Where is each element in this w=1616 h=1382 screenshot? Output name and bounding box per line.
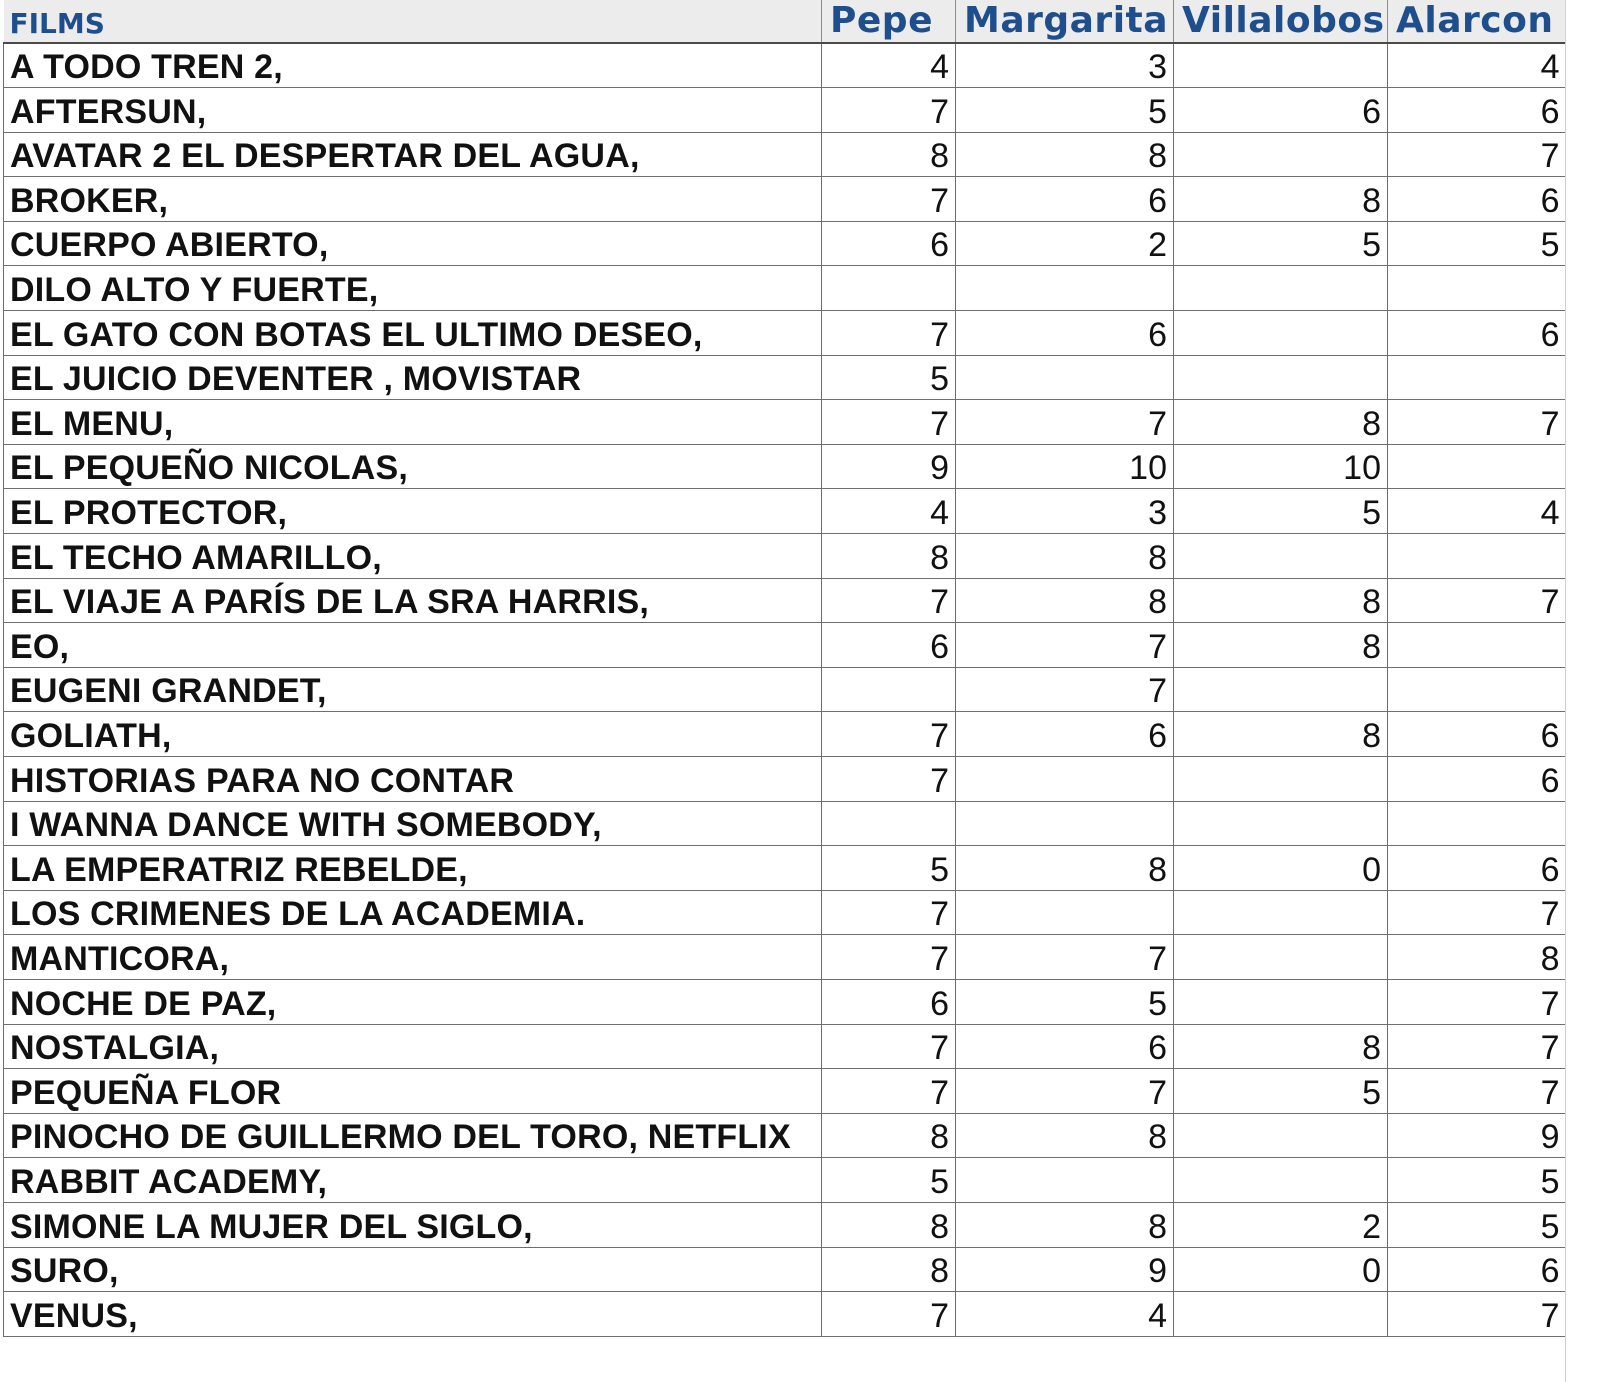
table-row (4, 177, 1566, 222)
film-title-cell[interactable]: LA EMPERATRIZ REBELDE, (4, 846, 822, 891)
film-title-cell[interactable]: I WANNA DANCE WITH SOMEBODY, (4, 801, 822, 846)
score-cell-villalobos[interactable] (1174, 311, 1388, 356)
score-cell-alarcon[interactable]: 7 (1388, 1292, 1566, 1337)
table-row (4, 88, 1566, 133)
score-cell-pepe[interactable]: 5 (822, 355, 956, 400)
score-cell-villalobos[interactable] (1174, 355, 1388, 400)
score-cell-villalobos[interactable]: 8 (1174, 578, 1388, 623)
score-cell-alarcon[interactable]: 6 (1388, 712, 1566, 757)
table-row (4, 979, 1566, 1024)
film-title-cell[interactable]: EL PROTECTOR, (4, 489, 822, 534)
score-cell-margarita[interactable] (956, 355, 1174, 400)
table-row (4, 400, 1566, 445)
score-cell-pepe[interactable]: 6 (822, 221, 956, 266)
score-cell-margarita[interactable]: 5 (956, 88, 1174, 133)
score-cell-pepe[interactable]: 8 (822, 1202, 956, 1247)
film-title-cell[interactable]: AFTERSUN, (4, 88, 822, 133)
film-title-cell[interactable]: BROKER, (4, 177, 822, 222)
score-cell-pepe[interactable]: 6 (822, 979, 956, 1024)
table-body (4, 43, 1566, 1336)
score-cell-pepe[interactable] (822, 801, 956, 846)
score-cell-villalobos[interactable]: 10 (1174, 444, 1388, 489)
score-cell-alarcon[interactable] (1388, 355, 1566, 400)
score-cell-villalobos[interactable]: 5 (1174, 1069, 1388, 1114)
score-cell-villalobos[interactable] (1174, 534, 1388, 579)
header-row (4, 0, 1566, 43)
score-cell-alarcon[interactable] (1388, 444, 1566, 489)
score-cell-alarcon[interactable]: 7 (1388, 1024, 1566, 1069)
score-cell-margarita[interactable] (956, 890, 1174, 935)
score-cell-pepe[interactable]: 9 (822, 444, 956, 489)
ratings-spreadsheet (3, 0, 1565, 1337)
score-cell-alarcon[interactable]: 5 (1388, 1158, 1566, 1203)
film-title-cell[interactable]: EUGENI GRANDET, (4, 667, 822, 712)
film-title-cell[interactable]: NOSTALGIA, (4, 1024, 822, 1069)
score-cell-villalobos[interactable]: 6 (1174, 88, 1388, 133)
table-row (4, 890, 1566, 935)
score-cell-pepe[interactable] (822, 266, 956, 311)
score-cell-villalobos[interactable]: 2 (1174, 1202, 1388, 1247)
score-cell-margarita[interactable] (956, 757, 1174, 802)
score-cell-alarcon[interactable]: 7 (1388, 132, 1566, 177)
score-cell-pepe[interactable] (822, 667, 956, 712)
table-row (4, 1113, 1566, 1158)
film-title-cell[interactable]: EL TECHO AMARILLO, (4, 534, 822, 579)
score-cell-alarcon[interactable]: 5 (1388, 221, 1566, 266)
score-cell-villalobos[interactable] (1174, 43, 1388, 88)
score-cell-alarcon[interactable]: 7 (1388, 578, 1566, 623)
score-cell-alarcon[interactable]: 6 (1388, 846, 1566, 891)
score-cell-margarita[interactable]: 7 (956, 623, 1174, 668)
table-row (4, 444, 1566, 489)
score-cell-alarcon[interactable] (1388, 534, 1566, 579)
score-cell-pepe[interactable]: 8 (822, 132, 956, 177)
score-cell-alarcon[interactable]: 7 (1388, 400, 1566, 445)
column-header-alarcon[interactable]: Alarcon (1388, 0, 1566, 43)
score-cell-alarcon[interactable] (1388, 667, 1566, 712)
film-title-cell[interactable]: EL JUICIO DEVENTER , MOVISTAR (4, 355, 822, 400)
score-cell-margarita[interactable]: 8 (956, 846, 1174, 891)
score-cell-margarita[interactable]: 8 (956, 132, 1174, 177)
score-cell-margarita[interactable]: 8 (956, 534, 1174, 579)
score-cell-margarita[interactable] (956, 266, 1174, 311)
score-cell-margarita[interactable]: 7 (956, 400, 1174, 445)
score-cell-villalobos[interactable] (1174, 1292, 1388, 1337)
ratings-table (3, 0, 1566, 1337)
column-header-villalobos[interactable]: Villalobos (1174, 0, 1388, 43)
table-row (4, 1202, 1566, 1247)
score-cell-margarita[interactable]: 6 (956, 712, 1174, 757)
score-cell-pepe[interactable]: 7 (822, 88, 956, 133)
score-cell-pepe[interactable]: 4 (822, 489, 956, 534)
score-cell-alarcon[interactable]: 6 (1388, 1247, 1566, 1292)
score-cell-margarita[interactable] (956, 801, 1174, 846)
table-row (4, 935, 1566, 980)
table-row (4, 1069, 1566, 1114)
film-title-cell[interactable]: A TODO TREN 2, (4, 43, 822, 88)
score-cell-alarcon[interactable]: 7 (1388, 890, 1566, 935)
sheet-right-border (1565, 0, 1566, 1382)
film-title-cell[interactable]: PEQUEÑA FLOR (4, 1069, 822, 1114)
score-cell-pepe[interactable]: 8 (822, 534, 956, 579)
table-row (4, 43, 1566, 88)
film-title-cell[interactable]: EL PEQUEÑO NICOLAS, (4, 444, 822, 489)
score-cell-villalobos[interactable] (1174, 890, 1388, 935)
score-cell-alarcon[interactable]: 7 (1388, 1069, 1566, 1114)
score-cell-pepe[interactable]: 7 (822, 757, 956, 802)
film-title-cell[interactable]: MANTICORA, (4, 935, 822, 980)
score-cell-pepe[interactable]: 8 (822, 1247, 956, 1292)
film-title-cell[interactable]: PINOCHO DE GUILLERMO DEL TORO, NETFLIX (4, 1113, 822, 1158)
score-cell-margarita[interactable]: 8 (956, 578, 1174, 623)
score-cell-margarita[interactable]: 6 (956, 1024, 1174, 1069)
film-title-cell[interactable]: SIMONE LA MUJER DEL SIGLO, (4, 1202, 822, 1247)
table-row (4, 311, 1566, 356)
score-cell-margarita[interactable]: 3 (956, 43, 1174, 88)
score-cell-villalobos[interactable] (1174, 935, 1388, 980)
score-cell-margarita[interactable]: 8 (956, 1202, 1174, 1247)
table-row (4, 489, 1566, 534)
table-row (4, 578, 1566, 623)
score-cell-pepe[interactable]: 7 (822, 712, 956, 757)
score-cell-margarita[interactable]: 10 (956, 444, 1174, 489)
score-cell-pepe[interactable]: 4 (822, 43, 956, 88)
score-cell-pepe[interactable]: 5 (822, 1158, 956, 1203)
table-row (4, 623, 1566, 668)
score-cell-pepe[interactable]: 8 (822, 1113, 956, 1158)
column-header-pepe[interactable]: Pepe (822, 0, 956, 43)
film-title-cell[interactable]: GOLIATH, (4, 712, 822, 757)
score-cell-margarita[interactable]: 5 (956, 979, 1174, 1024)
score-cell-villalobos[interactable]: 8 (1174, 623, 1388, 668)
score-cell-margarita[interactable]: 9 (956, 1247, 1174, 1292)
score-cell-alarcon[interactable] (1388, 801, 1566, 846)
score-cell-margarita[interactable]: 7 (956, 935, 1174, 980)
score-cell-pepe[interactable]: 7 (822, 578, 956, 623)
score-cell-villalobos[interactable]: 8 (1174, 712, 1388, 757)
score-cell-margarita[interactable] (956, 1158, 1174, 1203)
score-cell-villalobos[interactable]: 5 (1174, 221, 1388, 266)
film-title-cell[interactable]: EO, (4, 623, 822, 668)
score-cell-alarcon[interactable]: 4 (1388, 489, 1566, 534)
score-cell-villalobos[interactable]: 8 (1174, 400, 1388, 445)
score-cell-villalobos[interactable] (1174, 979, 1388, 1024)
score-cell-pepe[interactable]: 6 (822, 623, 956, 668)
table-row (4, 1158, 1566, 1203)
film-title-cell[interactable]: AVATAR 2 EL DESPERTAR DEL AGUA, (4, 132, 822, 177)
film-title-cell[interactable]: NOCHE DE PAZ, (4, 979, 822, 1024)
score-cell-alarcon[interactable]: 6 (1388, 311, 1566, 356)
score-cell-pepe[interactable]: 7 (822, 1292, 956, 1337)
column-header-films[interactable]: FILMS (4, 0, 822, 43)
score-cell-pepe[interactable]: 7 (822, 177, 956, 222)
score-cell-margarita[interactable]: 7 (956, 1069, 1174, 1114)
table-row (4, 534, 1566, 579)
table-row (4, 712, 1566, 757)
score-cell-pepe[interactable]: 7 (822, 1024, 956, 1069)
table-row (4, 757, 1566, 802)
score-cell-villalobos[interactable] (1174, 1113, 1388, 1158)
table-row (4, 667, 1566, 712)
film-title-cell[interactable]: VENUS, (4, 1292, 822, 1337)
score-cell-villalobos[interactable]: 0 (1174, 1247, 1388, 1292)
score-cell-villalobos[interactable] (1174, 667, 1388, 712)
score-cell-alarcon[interactable] (1388, 623, 1566, 668)
score-cell-villalobos[interactable] (1174, 266, 1388, 311)
score-cell-pepe[interactable]: 7 (822, 400, 956, 445)
score-cell-alarcon[interactable]: 6 (1388, 757, 1566, 802)
table-row (4, 221, 1566, 266)
score-cell-margarita[interactable]: 6 (956, 177, 1174, 222)
table-row (4, 1024, 1566, 1069)
table-row (4, 801, 1566, 846)
table-row (4, 355, 1566, 400)
score-cell-villalobos[interactable] (1174, 1158, 1388, 1203)
table-row (4, 846, 1566, 891)
score-cell-villalobos[interactable]: 0 (1174, 846, 1388, 891)
score-cell-pepe[interactable]: 7 (822, 935, 956, 980)
score-cell-pepe[interactable]: 7 (822, 890, 956, 935)
score-cell-alarcon[interactable]: 6 (1388, 88, 1566, 133)
film-title-cell[interactable]: LOS CRIMENES DE LA ACADEMIA. (4, 890, 822, 935)
score-cell-margarita[interactable]: 3 (956, 489, 1174, 534)
score-cell-alarcon[interactable] (1388, 266, 1566, 311)
film-title-cell[interactable]: CUERPO ABIERTO, (4, 221, 822, 266)
score-cell-villalobos[interactable]: 8 (1174, 177, 1388, 222)
score-cell-villalobos[interactable] (1174, 132, 1388, 177)
score-cell-villalobos[interactable] (1174, 801, 1388, 846)
score-cell-alarcon[interactable]: 4 (1388, 43, 1566, 88)
score-cell-alarcon[interactable]: 5 (1388, 1202, 1566, 1247)
table-row (4, 1292, 1566, 1337)
film-title-cell[interactable]: EL MENU, (4, 400, 822, 445)
score-cell-margarita[interactable]: 8 (956, 1113, 1174, 1158)
film-title-cell[interactable]: DILO ALTO Y FUERTE, (4, 266, 822, 311)
score-cell-margarita[interactable]: 7 (956, 667, 1174, 712)
film-title-cell[interactable]: EL VIAJE A PARÍS DE LA SRA HARRIS, (4, 578, 822, 623)
table-row (4, 1247, 1566, 1292)
score-cell-alarcon[interactable]: 7 (1388, 979, 1566, 1024)
score-cell-margarita[interactable]: 4 (956, 1292, 1174, 1337)
score-cell-margarita[interactable]: 2 (956, 221, 1174, 266)
film-title-cell[interactable]: HISTORIAS PARA NO CONTAR (4, 757, 822, 802)
score-cell-alarcon[interactable]: 6 (1388, 177, 1566, 222)
score-cell-villalobos[interactable]: 5 (1174, 489, 1388, 534)
score-cell-margarita[interactable]: 6 (956, 311, 1174, 356)
film-title-cell[interactable]: SURO, (4, 1247, 822, 1292)
score-cell-alarcon[interactable]: 8 (1388, 935, 1566, 980)
score-cell-villalobos[interactable] (1174, 757, 1388, 802)
score-cell-pepe[interactable]: 7 (822, 311, 956, 356)
score-cell-pepe[interactable]: 7 (822, 1069, 956, 1114)
column-header-margarita[interactable]: Margarita (956, 0, 1174, 43)
film-title-cell[interactable]: RABBIT ACADEMY, (4, 1158, 822, 1203)
score-cell-pepe[interactable]: 5 (822, 846, 956, 891)
film-title-cell[interactable]: EL GATO CON BOTAS EL ULTIMO DESEO, (4, 311, 822, 356)
table-row (4, 266, 1566, 311)
table-row (4, 132, 1566, 177)
score-cell-villalobos[interactable]: 8 (1174, 1024, 1388, 1069)
score-cell-alarcon[interactable]: 9 (1388, 1113, 1566, 1158)
